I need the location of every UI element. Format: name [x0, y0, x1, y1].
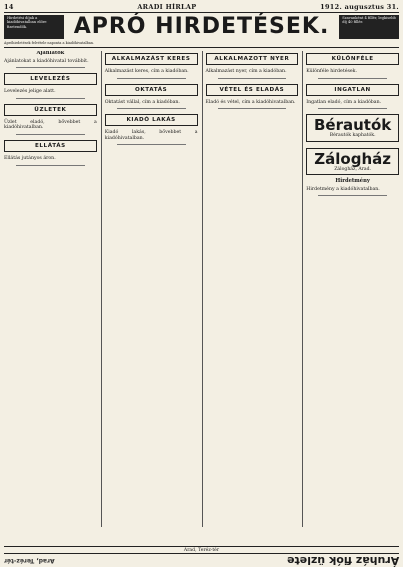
section-header [4, 15, 399, 39]
category-heading: LEVELEZÉS [4, 73, 97, 85]
paper-name: ARADI HÍRLAP [137, 3, 197, 11]
ad-columns [4, 51, 399, 527]
classified-ad: Ingatlan eladó, cím a kiadóban. [306, 99, 382, 105]
category-heading: ALKALMAZOTT NYER [206, 53, 299, 65]
running-head [4, 3, 399, 13]
terms-fineprint: Apróhirdetések felvétele naponta a kiadóhivatalban. [4, 41, 399, 48]
classified-ad: Eladó és vétel, cím a kiadóhivatalban. [205, 99, 296, 105]
banner-large: Áruház fiók üzlete [286, 554, 399, 567]
ad-title: Hirdetmény [335, 178, 370, 185]
ad-separator [117, 144, 186, 145]
category-heading: INGATLAN [306, 84, 399, 96]
ad-separator [218, 78, 287, 79]
display-ad-text: Bérautók kaphatók. [329, 133, 376, 139]
ad-separator [318, 78, 387, 79]
classified-ad: Ellátás jutányos áron. [4, 156, 56, 162]
header-notice-right: Szavanként 4 fillér, legkisebb díj 40 fillér. [339, 15, 399, 39]
classified-ad: Levelezés jelige alatt. [4, 89, 56, 95]
classified-ad: Ajánlatokat a kiadóhivatal továbbít. [4, 58, 89, 64]
classified-ad: Üzlet eladó, bővebbet a kiadóhivatalban. [4, 119, 97, 131]
section-title: APRÓ HIRDETÉSEK. [73, 14, 330, 39]
ad-separator [318, 195, 387, 196]
category-heading: ELLÁTÁS [4, 140, 97, 152]
category-heading: KÜLÖNFÉLE [306, 53, 399, 65]
ad-separator [318, 108, 387, 109]
classified-ad: Alkalmazást keres, cím a kiadóban. [104, 69, 189, 75]
category-heading: OKTATÁS [105, 84, 198, 96]
display-ad-headline: Bérautók [313, 116, 392, 135]
display-ad-text: Zálogház, Arad. [334, 166, 372, 172]
ad-column [101, 51, 198, 527]
classified-ad: Különféle hirdetések. [306, 69, 357, 75]
ad-column [4, 51, 97, 527]
ad-separator [16, 98, 85, 99]
classified-ad: Oktatást vállal, cím a kiadóban. [104, 99, 180, 105]
ad-title: Ajánlatok [36, 51, 65, 57]
footer-strip: Arad, Teréz-tér [4, 546, 399, 553]
display-advertisement [306, 114, 399, 141]
ad-separator [117, 108, 186, 109]
classified-ad: Hirdetmény a kiadóhivatalban. [306, 186, 380, 192]
ad-separator [117, 78, 186, 79]
inverted-banner [4, 553, 399, 567]
issue-date: 1912. augusztus 31. [320, 3, 399, 11]
category-heading: ALKALMAZÁST KERES [105, 53, 198, 65]
ad-separator [16, 165, 85, 166]
display-advertisement [306, 148, 399, 175]
banner-small: Arad, Teréz-tér [4, 557, 55, 564]
classified-ad: Alkalmazást nyer, cím a kiadóban. [205, 69, 287, 75]
ad-separator [16, 67, 85, 68]
classified-ad: Kiadó lakás, bővebbet a kiadóhivatalban. [104, 130, 198, 141]
ad-column [202, 51, 299, 527]
header-notice-left: Hirdetési díjak a kiadóhivatalban előre fizetendők. [4, 15, 64, 39]
ad-separator [218, 108, 287, 109]
category-heading: KIADÓ LAKÁS [105, 114, 198, 126]
ad-column [302, 51, 399, 527]
page-number: 14 [4, 3, 14, 11]
ad-separator [16, 134, 85, 135]
category-heading: VÉTEL ÉS ELADÁS [206, 84, 299, 96]
category-heading: ÜZLETEK [4, 104, 97, 116]
display-ad-headline: Zálogház [314, 149, 391, 168]
